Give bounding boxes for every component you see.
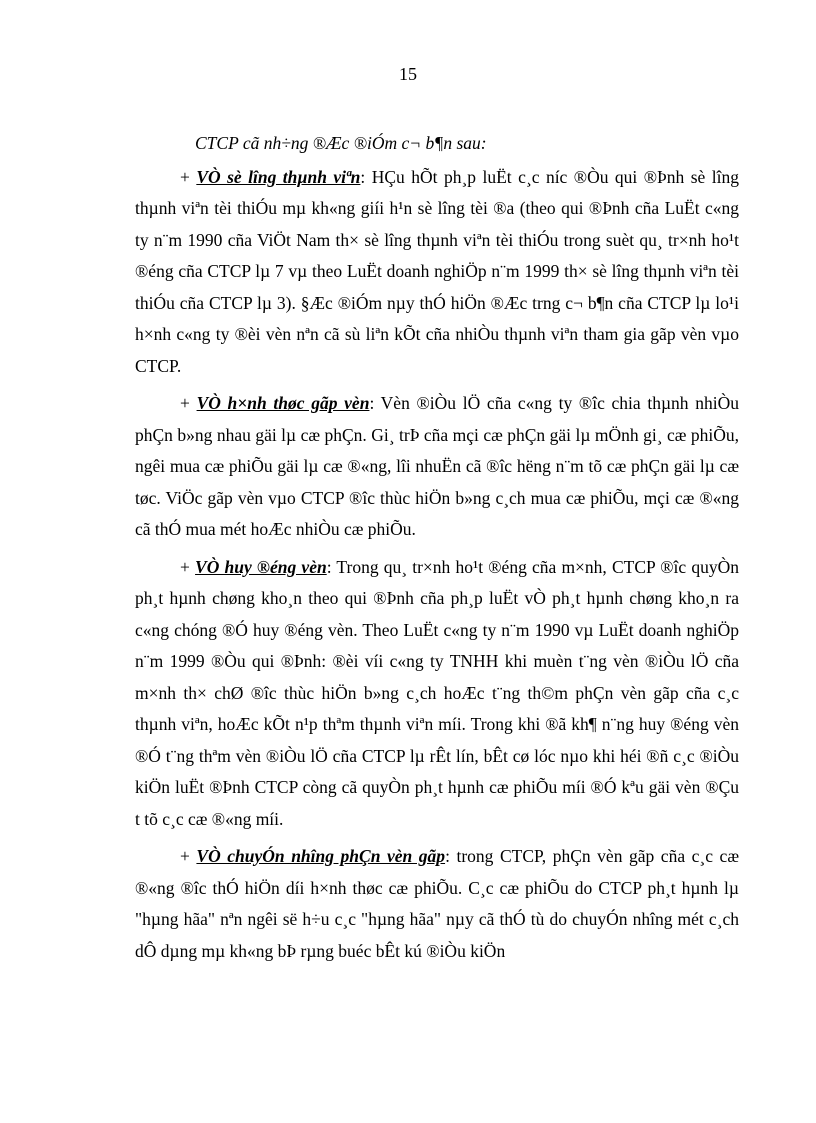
paragraph-transfer bbox=[135, 841, 739, 967]
section-body-contribution: : Vèn ®iÒu lÖ cña c«ng ty ®îc chia thµnh nhiÒu phÇn b»ng nhau gäi lµ cæ phÇn. Gi¸ trÞ cña mçi cæ phÇn gäi lµ mÖnh gi¸ cæ phiÕu, ngêi mua cæ phiÕu gäi lµ cæ ®«ng, lîi nhuËn cã ®îc hëng n¨m tõ cæ phÇn gäi lµ cæ tøc. ViÖc gãp vèn vµo CTCP ®îc thùc hiÖn b»ng c¸ch mua cæ phiÕu, mçi cæ ®«ng cã thÓ mua mét hoÆc nhiÒu cæ phiÕu. bbox=[135, 393, 739, 539]
section-body-transfer: : trong CTCP, phÇn vèn gãp cña c¸c cæ ®«ng ®îc thÓ hiÖn díi h×nh thøc cæ phiÕu. C¸c cæ phiÕu do CTCP ph¸t hµnh lµ "hµng hãa" nªn ngêi së h÷u c¸c "hµng hãa" nµy cã thÓ tù do chuyÓn nhîng mét c¸ch dÔ dµng mµ kh«ng bÞ rµng buéc bÊt kú ®iÒu kiÖn bbox=[135, 846, 739, 961]
section-body-capital-raising: : Trong qu¸ tr×nh ho¹t ®éng cña m×nh, CTCP ®îc quyÒn ph¸t hµnh chøng kho¸n theo qui ®Þnh cña ph¸p luËt vÒ ph¸t hµnh chøng kho¸n ra c«ng chóng ®Ó huy ®éng vèn. Theo LuËt c«ng ty n¨m 1990 vµ LuËt doanh nghiÖp n¨m 1999 ®Òu qui ®Þnh: ®èi víi c«ng ty TNHH khi muèn t¨ng vèn ®iÒu lÖ cña m×nh th× chØ ®îc thùc hiÖn b»ng c¸ch hoÆc t¨ng th©m phÇn vèn gãp cña c¸c thµnh viªn, hoÆc kÕt n¹p thªm thµnh viªn míi. Trong khi ®ã kh¶ n¨ng huy ®éng vèn ®Ó t¨ng thªm vèn ®iÒu lÖ cña CTCP lµ rÊt lín, bÊt cø lóc nµo khi héi ®ñ c¸c ®iÒu kiÖn luËt ®Þnh CTCP còng cã quyÒn ph¸t hµnh cæ phiÕu míi ®Ó kªu gäi vèn ®Çu t tõ c¸c cæ ®«ng míi. bbox=[135, 556, 739, 829]
bullet-prefix: + bbox=[180, 846, 197, 866]
section-heading-transfer: VÒ chuyÓn nhîng phÇn vèn gãp bbox=[196, 846, 446, 866]
paragraph-contribution bbox=[135, 388, 739, 546]
paragraph-members bbox=[135, 162, 739, 383]
section-heading-contribution: VÒ h×nh thøc gãp vèn bbox=[196, 393, 370, 413]
document-body bbox=[135, 128, 739, 973]
page-number: 15 bbox=[399, 64, 417, 84]
bullet-prefix: + bbox=[180, 556, 196, 577]
section-heading-capital-raising: VÒ huy ®éng vèn bbox=[195, 556, 327, 577]
bullet-prefix: + bbox=[180, 166, 197, 187]
section-body-members: : HÇu hÕt ph¸p luËt c¸c níc ®Òu qui ®Þnh sè lîng thµnh viªn tèi thiÓu mµ kh«ng giíi h¹n sè lîng tèi ®a (theo qui ®Þnh cña LuËt c«ng ty n¨m 1990 cña ViÖt Nam th× sè lîng thµnh viªn tèi thiÓu trong suèt qu¸ tr×nh ho¹t ®éng cña CTCP lµ 7 vµ theo LuËt doanh nghiÖp n¨m 1999 th× sè lîng thµnh viªn tèi thiÓu cña CTCP lµ 3). §Æc ®iÓm nµy thÓ hiÖn ®Æc trng c¬ b¶n cña CTCP lµ lo¹i h×nh c«ng ty ®èi vèn nªn cã sù liªn kÕt cña nhiÒu thµnh viªn tham gia gãp vèn vµo CTCP. bbox=[135, 166, 739, 376]
section-heading-members: VÒ sè lîng thµnh viªn bbox=[196, 166, 361, 187]
bullet-prefix: + bbox=[180, 393, 197, 413]
paragraph-capital-raising bbox=[135, 552, 739, 836]
intro-line: CTCP cã nh÷ng ®Æc ®iÓm c¬ b¶n sau: bbox=[195, 133, 487, 153]
